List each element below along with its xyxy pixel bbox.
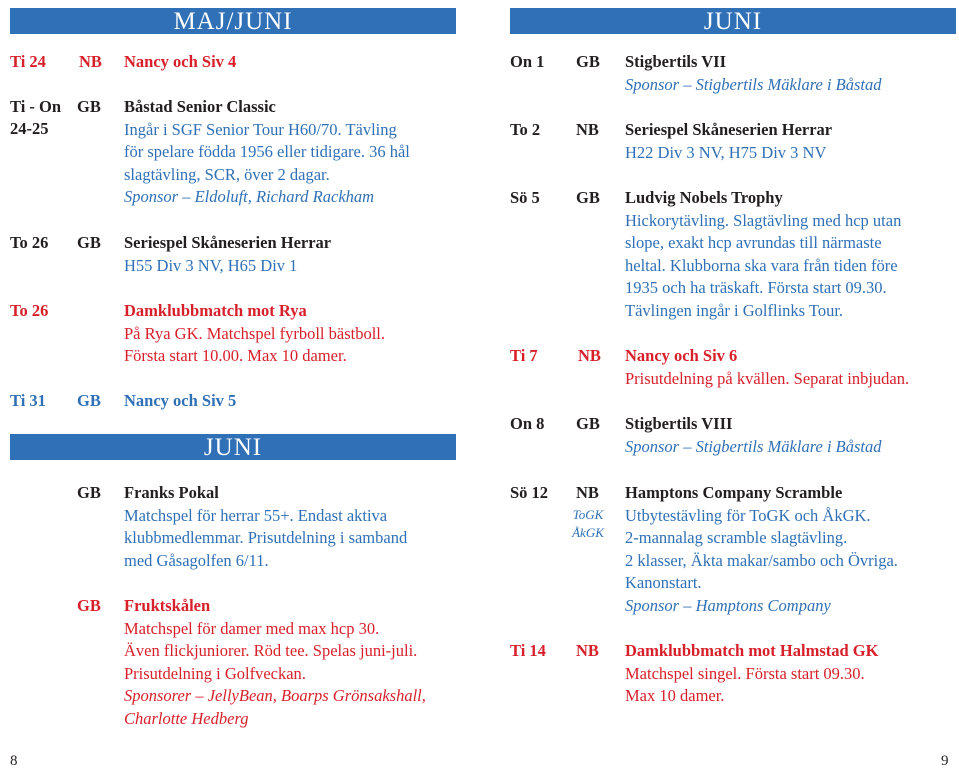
event-text: H55 Div 3 NV, H65 Div 1	[124, 255, 298, 275]
event-text: H22 Div 3 NV, H75 Div 3 NV	[625, 142, 827, 162]
event-sponsor: Sponsorer – JellyBean, Boarps Grönsakshall,	[124, 686, 426, 705]
event-text: 1935 och ha träskaft. Första start 09.30.	[625, 278, 887, 297]
club-sub-label: ToGK	[572, 507, 604, 522]
event-title: Damklubbmatch mot Halmstad GK	[625, 641, 879, 660]
event-details	[625, 640, 878, 708]
event-text: 2 klasser, Äkta makar/sambo och Övriga.	[625, 550, 898, 570]
event-club: NB	[79, 52, 102, 71]
event-club: GB	[77, 596, 101, 615]
event-sponsor: Sponsor – Stigbertils Mäklare i Båstad	[625, 74, 882, 94]
event-title: Seriespel Skåneserien Herrar	[625, 120, 833, 139]
event-text: Kanonstart.	[625, 573, 702, 592]
banner-juni-left	[10, 434, 456, 460]
event-text: På Rya GK. Matchspel fyrboll bästboll.	[124, 323, 386, 343]
event-text: Prisutdelning på kvällen. Separat inbjudan.	[625, 368, 910, 388]
event-details	[124, 482, 407, 572]
event-club: GB	[576, 188, 600, 207]
event-details	[124, 300, 385, 368]
banner-maj-juni-text: MAJ/JUNI	[173, 8, 293, 35]
event-club: GB	[77, 483, 101, 502]
event-club: GB	[77, 97, 101, 116]
event-sponsor: Charlotte Hedberg	[124, 708, 249, 728]
event-sponsor: Sponsor – Stigbertils Mäklare i Båstad	[625, 436, 882, 456]
event-details	[625, 482, 898, 617]
banner-maj-juni	[10, 8, 456, 34]
event-text: 2-mannalag scramble slagtävling.	[625, 528, 848, 547]
event-club: GB	[576, 52, 600, 71]
event-details	[124, 595, 426, 730]
event-text: klubbmedlemmar. Prisutdelning i samband	[124, 528, 408, 547]
event-title: Nancy och Siv 4	[124, 52, 237, 71]
event-day: Ti 7	[510, 346, 538, 365]
event-text: heltal. Klubborna ska vara från tiden före	[625, 255, 898, 275]
event-title: Ludvig Nobels Trophy	[625, 188, 783, 207]
event-day-line: 24-25	[10, 119, 49, 138]
event-club: GB	[576, 414, 600, 433]
event-text: Utbytestävling för ToGK och ÅkGK.	[625, 505, 871, 525]
event-details	[625, 187, 901, 322]
event-text: slagtävling, SCR, över 2 dagar.	[124, 164, 330, 184]
event-text: Tävlingen ingår i Golflinks Tour.	[625, 300, 844, 320]
event-text: för spelare födda 1956 eller tidigare. 36 hål	[124, 142, 410, 161]
club-sub-label: ÅkGK	[572, 525, 604, 540]
event-text: Matchspel för damer med max hcp 30.	[124, 618, 380, 638]
event-title: Hamptons Company Scramble	[625, 483, 843, 502]
event-day: Ti 14	[510, 641, 546, 660]
event-club: NB	[576, 641, 599, 660]
event-day: To 2	[510, 120, 541, 139]
banner-juni-left-text: JUNI	[203, 434, 263, 461]
event-club: NB	[578, 346, 601, 365]
event-title: Damklubbmatch mot Rya	[124, 301, 307, 320]
event-title: Båstad Senior Classic	[124, 97, 276, 116]
event-details	[124, 232, 331, 277]
event-day: Sö 12	[510, 483, 549, 502]
event-title: Stigbertils VII	[625, 52, 726, 71]
event-text: Prisutdelning i Golfveckan.	[124, 663, 306, 683]
event-text: Matchspel för herrar 55+. Endast aktiva	[124, 505, 388, 525]
event-text: Första start 10.00. Max 10 damer.	[124, 346, 347, 365]
event-title: Fruktskålen	[124, 596, 211, 615]
event-title: Nancy och Siv 5	[124, 391, 237, 410]
event-details	[124, 96, 410, 209]
event-title: Stigbertils VIII	[625, 414, 733, 433]
event-title: Seriespel Skåneserien Herrar	[124, 233, 332, 252]
banner-juni-right	[510, 8, 956, 34]
event-details	[625, 413, 882, 458]
event-day	[10, 96, 61, 140]
event-text: med Gåsagolfen 6/11.	[124, 550, 269, 570]
event-details	[625, 51, 882, 96]
event-day: Ti 31	[10, 391, 46, 410]
event-day: On 1	[510, 52, 545, 71]
event-title: Franks Pokal	[124, 483, 219, 502]
event-day-line: Ti - On	[10, 97, 62, 116]
event-text: Max 10 damer.	[625, 686, 725, 705]
banner-juni-right-text: JUNI	[703, 8, 763, 35]
event-sponsor: Sponsor – Hamptons Company	[625, 595, 831, 615]
event-day: On 8	[510, 414, 545, 433]
event-text: slope, exakt hcp avrundas till närmaste	[625, 233, 882, 252]
event-club: NB	[576, 120, 599, 139]
page-number-left: 8	[10, 753, 18, 769]
page-number-right: 9	[941, 753, 949, 769]
event-title: Nancy och Siv 6	[625, 346, 738, 365]
event-day: Ti 24	[10, 52, 46, 71]
event-text: Även flickjuniorer. Röd tee. Spelas juni-juli.	[124, 641, 418, 660]
event-day: To 26	[10, 301, 49, 320]
event-text: Hickorytävling. Slagtävling med hcp utan	[625, 210, 902, 230]
event-club: GB	[77, 233, 101, 252]
event-day: Sö 5	[510, 188, 540, 207]
event-details	[625, 345, 909, 390]
event-text: Ingår i SGF Senior Tour H60/70. Tävling	[124, 119, 397, 139]
event-text: Matchspel singel. Första start 09.30.	[625, 663, 865, 683]
event-club: GB	[77, 391, 101, 410]
event-club-sub	[563, 506, 613, 542]
event-details	[625, 119, 832, 164]
event-club: NB	[576, 483, 599, 502]
event-sponsor: Sponsor – Eldoluft, Richard Rackham	[124, 187, 375, 206]
event-day: To 26	[10, 233, 49, 252]
